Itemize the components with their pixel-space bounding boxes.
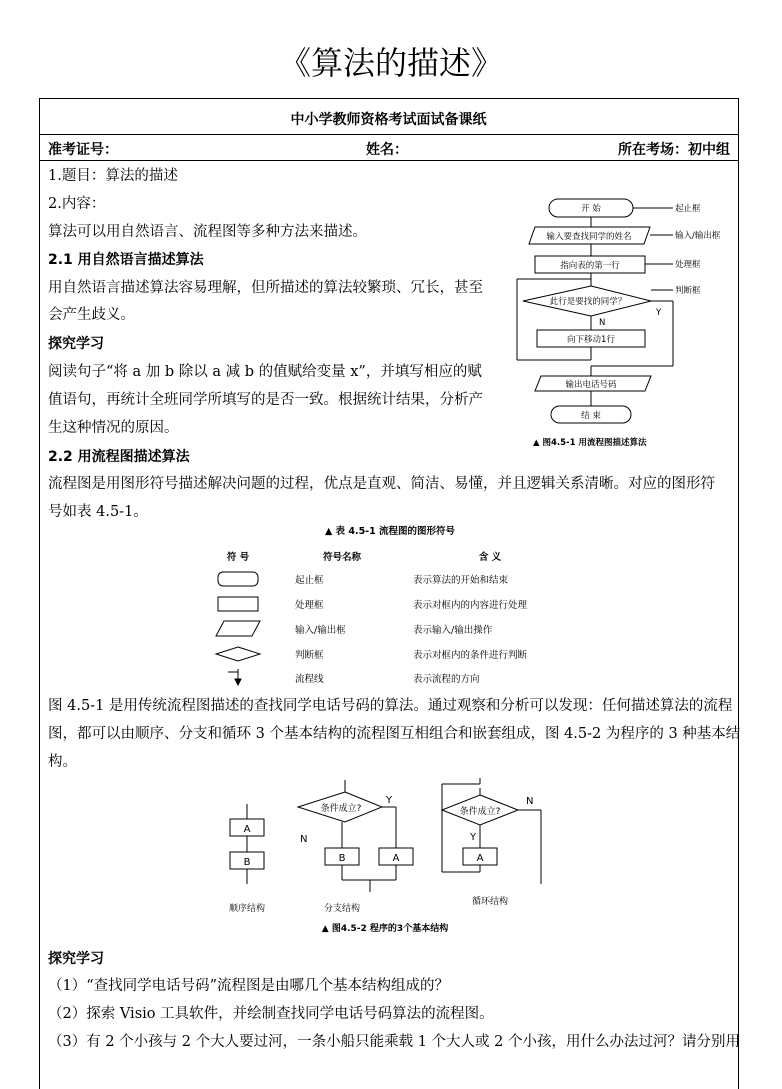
no-label: N bbox=[599, 318, 606, 328]
move-text: 向下移动1行 bbox=[567, 335, 615, 345]
seq-a-text: A bbox=[243, 824, 251, 835]
input-text: 输入要查找同学的姓名 bbox=[546, 232, 632, 242]
branch-n-label: N bbox=[300, 834, 308, 845]
paragraph: 构。 bbox=[48, 754, 77, 770]
paragraph: 流程图是用图形符号描述解决问题的过程，优点是直观、简洁、易懂，并且逻辑关系清晰。对应的图形符 bbox=[48, 476, 715, 492]
question-2: （2）探索 Visio 工具软件，并绘制查找同学电话号码算法的流程图。 bbox=[48, 1006, 494, 1022]
loop-y-label: Y bbox=[470, 832, 477, 843]
loop-caption: 循环结构 bbox=[471, 897, 509, 907]
branch-b-text: B bbox=[338, 853, 346, 864]
table-cell: 处理框 bbox=[295, 600, 324, 611]
exam-id-label: 准考证号： bbox=[48, 142, 118, 158]
branch-cond-text: 条件成立? bbox=[320, 804, 362, 814]
explore-heading: 探究学习 bbox=[48, 951, 104, 967]
figure1-caption: ▲ 图4.5-1 用流程图描述算法 bbox=[533, 438, 647, 448]
divider bbox=[39, 160, 738, 161]
flowchart-figure-1 bbox=[515, 194, 737, 452]
table-caption: ▲ 表 4.5-1 流程图的图形符号 bbox=[324, 526, 456, 537]
legend-start: 起止框 bbox=[675, 204, 701, 214]
table-cell: 判断框 bbox=[295, 650, 324, 661]
output-text: 输出电话号码 bbox=[565, 380, 617, 390]
paragraph: 会产生歧义。 bbox=[48, 307, 135, 323]
name-label: 姓名： bbox=[366, 142, 408, 158]
seq-caption: 顺序结构 bbox=[228, 904, 266, 914]
table-cell: 表示算法的开始和结束 bbox=[413, 575, 509, 586]
yes-label: Y bbox=[656, 308, 662, 318]
table-col-name: 符号名称 bbox=[322, 552, 362, 563]
content-label: 2.内容： bbox=[48, 196, 106, 212]
loop-n-label: N bbox=[526, 796, 534, 807]
loop-a-text: A bbox=[476, 853, 484, 864]
explore-heading: 探究学习 bbox=[48, 336, 104, 352]
paragraph: 算法可以用自然语言、流程图等多种方法来描述。 bbox=[48, 224, 367, 240]
paragraph: 图，都可以由顺序、分支和循环 3 个基本结构的流程图互相组合和嵌套组成，图 4.5-2 为程序的 3 种基本结 bbox=[48, 726, 741, 742]
symbol-terminal bbox=[218, 572, 258, 586]
structures-figure bbox=[210, 776, 560, 936]
form-title: 中小学教师资格考试面试备课纸 bbox=[290, 112, 487, 128]
start-text: 开 始 bbox=[581, 204, 601, 214]
question-3: （3）有 2 个小孩与 2 个大人要过河，一条小船只能乘载 1 个大人或 2 个小孩，用什么办法过河？请分别用 bbox=[48, 1034, 740, 1050]
point-text: 指向表的第一行 bbox=[560, 261, 620, 271]
paragraph: 生这种情况的原因。 bbox=[48, 420, 179, 436]
table-col-meaning: 含 义 bbox=[478, 552, 502, 563]
symbol-process bbox=[218, 597, 258, 611]
branch-a-text: A bbox=[392, 853, 400, 864]
table-col-symbol: 符 号 bbox=[226, 552, 250, 563]
symbol-table bbox=[200, 520, 580, 690]
figure2-caption: ▲ 图4.5-2 程序的3个基本结构 bbox=[321, 924, 449, 934]
branch-caption: 分支结构 bbox=[323, 904, 361, 914]
table-cell: 输入/输出框 bbox=[295, 625, 346, 636]
section-heading: 2.1 用自然语言描述算法 bbox=[48, 252, 204, 268]
table-cell: 起止框 bbox=[295, 575, 324, 586]
paragraph: 值语句，再统计全班同学所填写的是否一致。根据统计结果，分析产 bbox=[48, 392, 483, 408]
seq-b-text: B bbox=[243, 857, 251, 868]
loop-cond-text: 条件成立? bbox=[459, 807, 501, 817]
group-label: 所在考场：初中组 bbox=[618, 142, 730, 158]
symbol-io bbox=[216, 621, 260, 636]
page-title: 《算法的描述》 bbox=[278, 44, 503, 82]
end-text: 结 束 bbox=[581, 411, 601, 421]
paragraph: 阅读句子“将 a 加 b 除以 a 减 b 的值赋给变量 x”，并填写相应的赋 bbox=[48, 364, 482, 380]
legend-decision: 判断框 bbox=[675, 286, 701, 296]
branch-y-label: Y bbox=[386, 795, 393, 806]
table-cell: 表示输入/输出操作 bbox=[413, 625, 493, 636]
table-cell: 表示对框内的条件进行判断 bbox=[413, 650, 528, 661]
paragraph: 号如表 4.5-1。 bbox=[48, 504, 148, 520]
paragraph: 用自然语言描述算法容易理解，但所描述的算法较繁琐、冗长，甚至 bbox=[48, 280, 483, 296]
legend-io: 输入/输出框 bbox=[675, 231, 721, 241]
paragraph: 图 4.5-1 是用传统流程图描述的查找同学电话号码的算法。通过观察和分析可以发现：任何描述算法的流程 bbox=[48, 698, 733, 714]
question-1: （1）“查找同学电话号码”流程图是由哪几个基本结构组成的？ bbox=[48, 978, 450, 994]
decision-text: 此行是要找的同学？ bbox=[549, 297, 627, 307]
table-cell: 表示流程的方向 bbox=[413, 674, 480, 685]
divider bbox=[39, 134, 738, 135]
symbol-decision bbox=[216, 647, 260, 661]
section-heading: 2.2 用流程图描述算法 bbox=[48, 449, 190, 465]
topic-line: 1.题目：算法的描述 bbox=[48, 168, 178, 184]
table-cell: 流程线 bbox=[295, 674, 324, 685]
legend-process: 处理框 bbox=[675, 260, 701, 270]
table-cell: 表示对框内的内容进行处理 bbox=[413, 600, 528, 611]
